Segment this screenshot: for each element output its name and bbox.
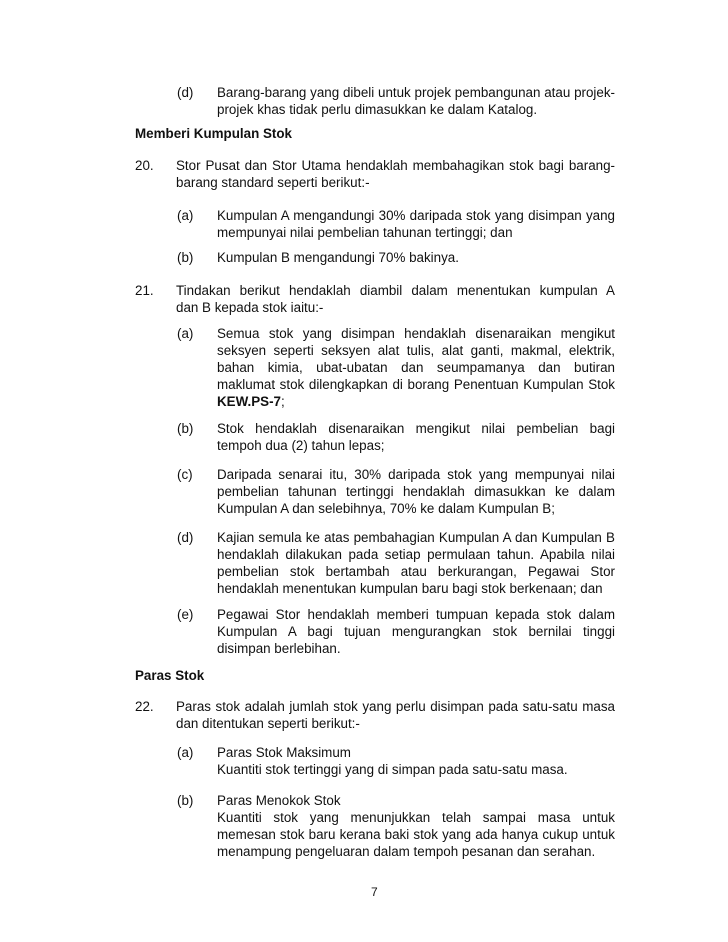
text-line: pembelian tahunan tertinggi hendaklah dimasukkan ke dalam bbox=[217, 484, 615, 499]
text-line: Kumpulan B mengandungi 70% bakinya. bbox=[217, 250, 459, 265]
item-text bbox=[217, 744, 615, 778]
text-line: hendaklah menentukan kumpulan baru bagi stok berkenaan; dan bbox=[217, 581, 603, 596]
item-text bbox=[217, 420, 615, 454]
text-line: menampung pengeluaran dalam tempoh pesanan dan serahan. bbox=[217, 844, 596, 859]
text-line: Paras stok adalah jumlah stok yang perlu disimpan pada satu-satu masa bbox=[176, 699, 615, 714]
text-line: projek khas tidak perlu dimasukkan ke dalam Katalog. bbox=[217, 102, 538, 117]
form-reference: KEW.PS-7 bbox=[217, 394, 281, 409]
text-line: Kumpulan A mengandungi 30% daripada stok yang disimpan yang bbox=[217, 208, 615, 223]
text-line bbox=[217, 393, 615, 410]
text-line: dan B kepada stok iaitu:- bbox=[176, 300, 324, 315]
text-line: Kumpulan A bagi tujuan mengurangkan stok bernilai tinggi bbox=[217, 624, 615, 639]
text-line: bahan kimia, ubat-ubatan dan seumpamanya dan butiran bbox=[217, 360, 615, 375]
item-label: (e) bbox=[177, 607, 194, 622]
text-line: Semua stok yang disimpan hendaklah disenaraikan mengikut bbox=[217, 326, 615, 341]
item-label: (b) bbox=[177, 250, 194, 265]
text-line: Kumpulan A dan selebihnya, 70% ke dalam Kumpulan B; bbox=[217, 501, 555, 516]
text-line: Kuantiti stok tertinggi yang di simpan pada satu-satu masa. bbox=[217, 762, 568, 777]
item-label: (a) bbox=[177, 745, 194, 760]
paragraph-text bbox=[176, 698, 615, 732]
item-label: (c) bbox=[177, 467, 193, 482]
text-line: pembelian stok bertambah atau berkurangan, Pegawai Stor bbox=[217, 564, 615, 579]
item-text bbox=[217, 529, 615, 597]
paragraph-number: 22. bbox=[135, 699, 154, 714]
item-text bbox=[217, 207, 615, 241]
text-line: Paras Stok Maksimum bbox=[217, 745, 351, 760]
text-line: Kuantiti stok yang menunjukkan telah sampai masa untuk bbox=[217, 810, 615, 825]
item-text bbox=[217, 466, 615, 517]
item-text bbox=[217, 792, 615, 860]
item-label: (a) bbox=[177, 208, 194, 223]
item-text bbox=[217, 84, 615, 118]
page-number: 7 bbox=[371, 885, 378, 899]
item-label: (d) bbox=[177, 85, 194, 100]
text-line: Stok hendaklah disenaraikan mengikut nilai pembelian bagi bbox=[217, 421, 615, 436]
form-suffix: ; bbox=[281, 394, 285, 409]
item-label: (d) bbox=[177, 530, 194, 545]
text-line: Stor Pusat dan Stor Utama hendaklah membahagikan stok bagi barang- bbox=[176, 158, 615, 173]
text-line: Paras Menokok Stok bbox=[217, 793, 341, 808]
text-line: Kajian semula ke atas pembahagian Kumpulan A dan Kumpulan B bbox=[217, 530, 615, 545]
text-line: Pegawai Stor hendaklah memberi tumpuan kepada stok dalam bbox=[217, 607, 615, 622]
text-line: dan ditentukan seperti berikut:- bbox=[176, 716, 360, 731]
text-line: hendaklah dilakukan pada setiap permulaan tahun. Apabila nilai bbox=[217, 547, 615, 562]
text-line: maklumat stok dilengkapkan di borang Penentuan Kumpulan Stok bbox=[217, 377, 615, 392]
paragraph-number: 20. bbox=[135, 158, 154, 173]
text-line: mempunyai nilai pembelian tahunan tertinggi; dan bbox=[217, 225, 513, 240]
paragraph-number: 21. bbox=[135, 283, 154, 298]
text-line: tempoh dua (2) tahun lepas; bbox=[217, 438, 385, 453]
item-label: (b) bbox=[177, 793, 194, 808]
item-text bbox=[217, 325, 615, 410]
item-text bbox=[217, 249, 615, 266]
paragraph-text bbox=[176, 157, 615, 191]
section-heading: Paras Stok bbox=[135, 668, 205, 683]
text-line: seksyen seperti seksyen alat tulis, alat ganti, makmal, elektrik, bbox=[217, 343, 615, 358]
section-heading: Memberi Kumpulan Stok bbox=[135, 126, 292, 141]
text-line: barang standard seperti berikut:- bbox=[176, 175, 370, 190]
item-text bbox=[217, 606, 615, 657]
text-line: Tindakan berikut hendaklah diambil dalam menentukan kumpulan A bbox=[176, 283, 615, 298]
item-label: (b) bbox=[177, 421, 194, 436]
text-line: Daripada senarai itu, 30% daripada stok yang mempunyai nilai bbox=[217, 467, 615, 482]
text-line: memesan stok baru kerana baki stok yang ada hanya cukup untuk bbox=[217, 827, 615, 842]
paragraph-text bbox=[176, 282, 615, 316]
text-line: disimpan berlebihan. bbox=[217, 641, 341, 656]
item-label: (a) bbox=[177, 326, 194, 341]
text-line: Barang-barang yang dibeli untuk projek pembangunan atau projek- bbox=[217, 85, 615, 100]
